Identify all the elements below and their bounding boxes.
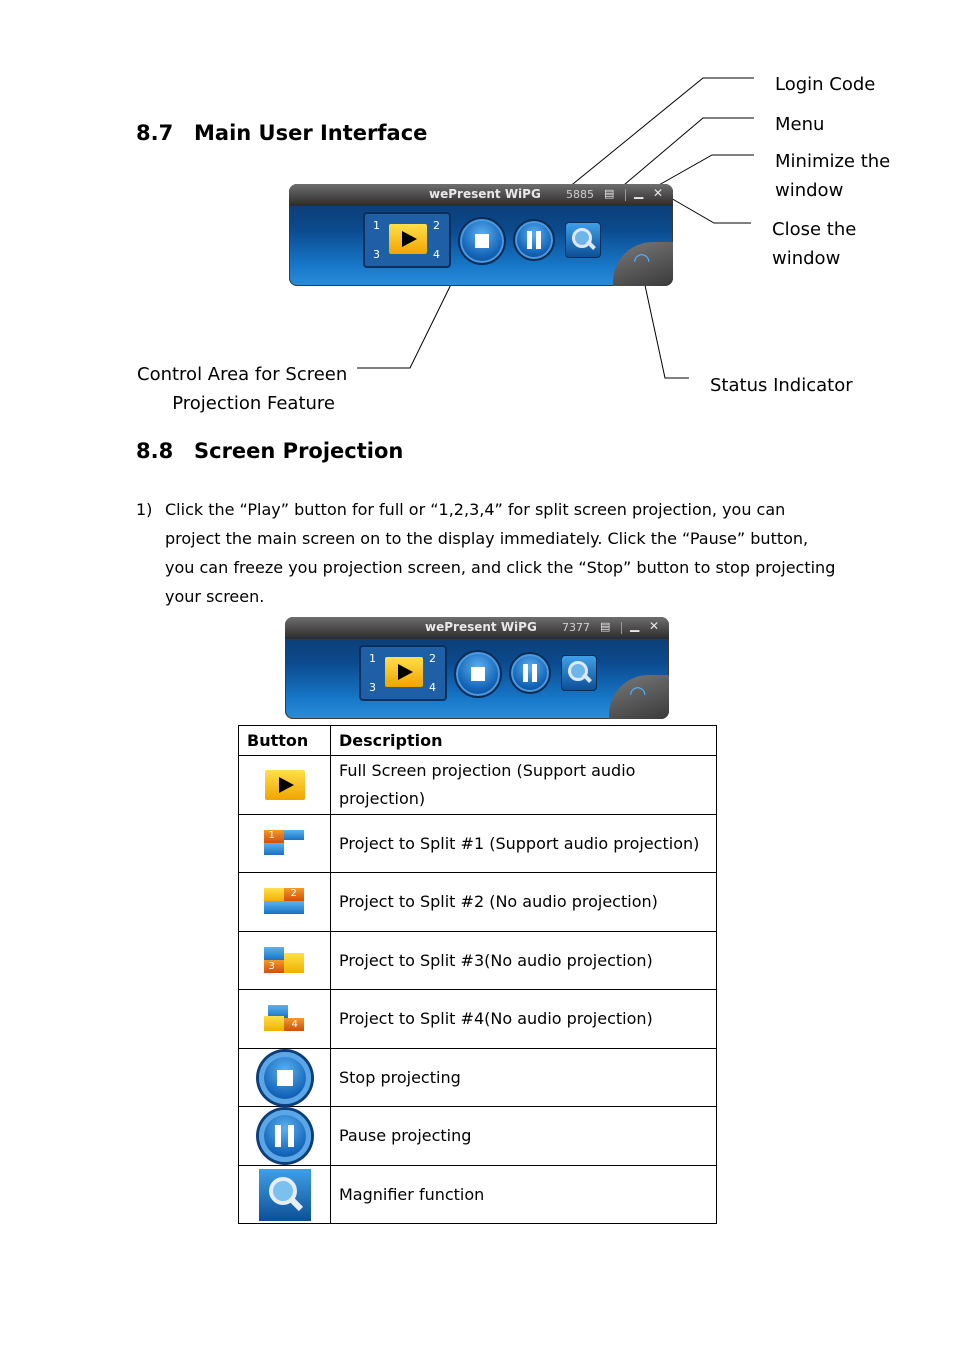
login-code-leader bbox=[568, 78, 754, 188]
split-icon-label: 2 bbox=[290, 888, 297, 899]
table-header-row bbox=[239, 726, 717, 756]
split-icon-label: 4 bbox=[291, 1019, 298, 1030]
wifi-icon: ◠ bbox=[629, 683, 647, 705]
split-play-control[interactable] bbox=[359, 645, 447, 701]
description-cell: Project to Split #3(No audio projection) bbox=[331, 932, 717, 990]
icon-cell bbox=[239, 815, 331, 873]
section-title: Main User Interface bbox=[194, 121, 428, 145]
split-quadrant-2 bbox=[284, 830, 304, 840]
split-3-icon bbox=[264, 947, 306, 975]
pause-bar-right bbox=[288, 1125, 294, 1147]
step-line: project the main screen on to the display immediately. Click the “Pause” button, bbox=[165, 529, 809, 548]
split-1-icon bbox=[264, 830, 306, 858]
split-2-icon bbox=[264, 888, 306, 916]
magnifier-handle bbox=[586, 240, 596, 250]
step-line: you can freeze you projection screen, and click the “Stop” button to stop projecting bbox=[165, 558, 836, 577]
play-icon[interactable] bbox=[389, 224, 427, 254]
callout-menu: Menu bbox=[775, 114, 825, 135]
split-3-label[interactable]: 3 bbox=[373, 248, 380, 261]
stop-icon bbox=[475, 234, 489, 248]
menu-icon[interactable]: ▤ bbox=[600, 620, 611, 633]
menu-leader bbox=[618, 118, 754, 190]
callout-close-line1: Close the bbox=[772, 219, 857, 240]
split-4-label[interactable]: 4 bbox=[429, 681, 436, 694]
callout-close bbox=[772, 215, 856, 273]
description-cell: Full Screen projection (Support audio projection) bbox=[331, 756, 717, 815]
close-leader bbox=[669, 197, 751, 223]
wipg-toolbar bbox=[285, 617, 669, 719]
pause-icon bbox=[523, 664, 528, 682]
callout-login-code: Login Code bbox=[775, 74, 876, 95]
description-cell: Magnifier function bbox=[331, 1166, 717, 1224]
stop-square bbox=[277, 1070, 293, 1086]
table-row bbox=[239, 1049, 717, 1107]
section-title: Screen Projection bbox=[194, 439, 404, 463]
split-quadrant-1 bbox=[264, 888, 284, 901]
pause-icon bbox=[527, 231, 532, 249]
step-marker: 1) bbox=[136, 500, 153, 519]
table-row bbox=[239, 1107, 717, 1166]
minimize-icon[interactable]: ▁ bbox=[630, 618, 640, 632]
wipg-toolbar-annotated bbox=[289, 184, 673, 286]
magnifier-icon bbox=[259, 1169, 311, 1221]
pause-icon bbox=[259, 1110, 311, 1162]
callout-control-line2: Projection Feature bbox=[172, 393, 335, 414]
toolbar-titlebar bbox=[289, 184, 673, 206]
description-cell: Project to Split #1 (Support audio projection) bbox=[331, 815, 717, 873]
status-leader bbox=[643, 276, 689, 378]
button-table bbox=[238, 725, 717, 1224]
toolbar-titlebar bbox=[285, 617, 669, 639]
callout-control-area bbox=[137, 360, 348, 418]
step-line: Click the “Play” button for full or “1,2,3,4” for split screen projection, you can bbox=[165, 500, 786, 519]
wifi-icon: ◠ bbox=[633, 250, 651, 272]
description-cell: Project to Split #4(No audio projection) bbox=[331, 990, 717, 1049]
app-title: wePresent WiPG bbox=[429, 187, 541, 201]
section-8-8-heading bbox=[136, 439, 403, 463]
table-row bbox=[239, 1166, 717, 1224]
login-code: 5885 bbox=[566, 188, 594, 201]
callout-minimize-line1: Minimize the bbox=[775, 151, 891, 172]
split-icon-label: 1 bbox=[268, 829, 275, 841]
table-row bbox=[239, 932, 717, 990]
split-icon-label: 3 bbox=[268, 960, 275, 972]
play-icon[interactable] bbox=[385, 657, 423, 687]
table-row bbox=[239, 873, 717, 932]
table-row bbox=[239, 815, 717, 873]
split-3-label[interactable]: 3 bbox=[369, 681, 376, 694]
pause-button[interactable] bbox=[509, 652, 551, 694]
step-line: your screen. bbox=[165, 587, 265, 606]
callout-status: Status Indicator bbox=[710, 375, 853, 396]
pause-bar-left bbox=[275, 1125, 281, 1147]
callout-minimize-line2: window bbox=[775, 180, 844, 201]
status-indicator bbox=[613, 242, 673, 286]
stop-icon bbox=[471, 667, 485, 681]
titlebar-divider bbox=[625, 189, 626, 201]
menu-icon[interactable]: ▤ bbox=[604, 187, 615, 200]
magnifier-handle bbox=[582, 673, 592, 683]
callout-control-line1: Control Area for Screen bbox=[137, 364, 348, 385]
stop-icon bbox=[259, 1052, 311, 1104]
icon-cell bbox=[239, 990, 331, 1049]
stop-button[interactable] bbox=[458, 217, 506, 265]
split-quadrant-3 bbox=[264, 1016, 284, 1031]
table-row bbox=[239, 756, 717, 815]
icon-cell bbox=[239, 932, 331, 990]
pause-icon-bar bbox=[532, 664, 537, 682]
icon-cell bbox=[239, 756, 331, 815]
split-1-label[interactable]: 1 bbox=[369, 652, 376, 665]
description-cell: Project to Split #2 (No audio projection) bbox=[331, 873, 717, 932]
login-code: 7377 bbox=[562, 621, 590, 634]
minimize-icon[interactable]: ▁ bbox=[634, 185, 644, 199]
callout-minimize bbox=[775, 147, 890, 205]
step-1-text bbox=[165, 495, 845, 611]
play-icon bbox=[265, 770, 305, 800]
split-quadrant-2 bbox=[284, 953, 304, 973]
icon-cell bbox=[239, 873, 331, 932]
icon-cell bbox=[239, 1049, 331, 1107]
split-4-icon bbox=[264, 1005, 306, 1033]
split-quadrant-3 bbox=[264, 901, 304, 914]
icon-cell bbox=[239, 1107, 331, 1166]
split-quadrant-3 bbox=[264, 843, 284, 855]
header-description: Description bbox=[331, 726, 717, 756]
stop-button[interactable] bbox=[454, 650, 502, 698]
description-cell: Pause projecting bbox=[331, 1107, 717, 1166]
close-icon[interactable]: ✕ bbox=[653, 186, 664, 200]
titlebar-divider bbox=[621, 622, 622, 634]
section-number: 8.8 bbox=[136, 439, 174, 463]
split-1-label[interactable]: 1 bbox=[373, 219, 380, 232]
magnifier-handle bbox=[288, 1196, 302, 1210]
icon-cell bbox=[239, 1166, 331, 1224]
split-2-label[interactable]: 2 bbox=[433, 219, 440, 232]
app-title: wePresent WiPG bbox=[425, 620, 537, 634]
pause-button[interactable] bbox=[513, 219, 555, 261]
magnifier-button[interactable] bbox=[565, 222, 601, 258]
callout-close-line2: window bbox=[772, 248, 841, 269]
close-icon[interactable]: ✕ bbox=[649, 619, 660, 633]
split-2-label[interactable]: 2 bbox=[429, 652, 436, 665]
magnifier-button[interactable] bbox=[561, 655, 597, 691]
section-number: 8.7 bbox=[136, 121, 174, 145]
pause-icon-bar bbox=[536, 231, 541, 249]
table-row bbox=[239, 990, 717, 1049]
split-play-control[interactable] bbox=[363, 212, 451, 268]
status-indicator bbox=[609, 675, 669, 719]
description-cell: Stop projecting bbox=[331, 1049, 717, 1107]
split-4-label[interactable]: 4 bbox=[433, 248, 440, 261]
header-button: Button bbox=[239, 726, 331, 756]
split-quadrant-1 bbox=[264, 947, 284, 960]
